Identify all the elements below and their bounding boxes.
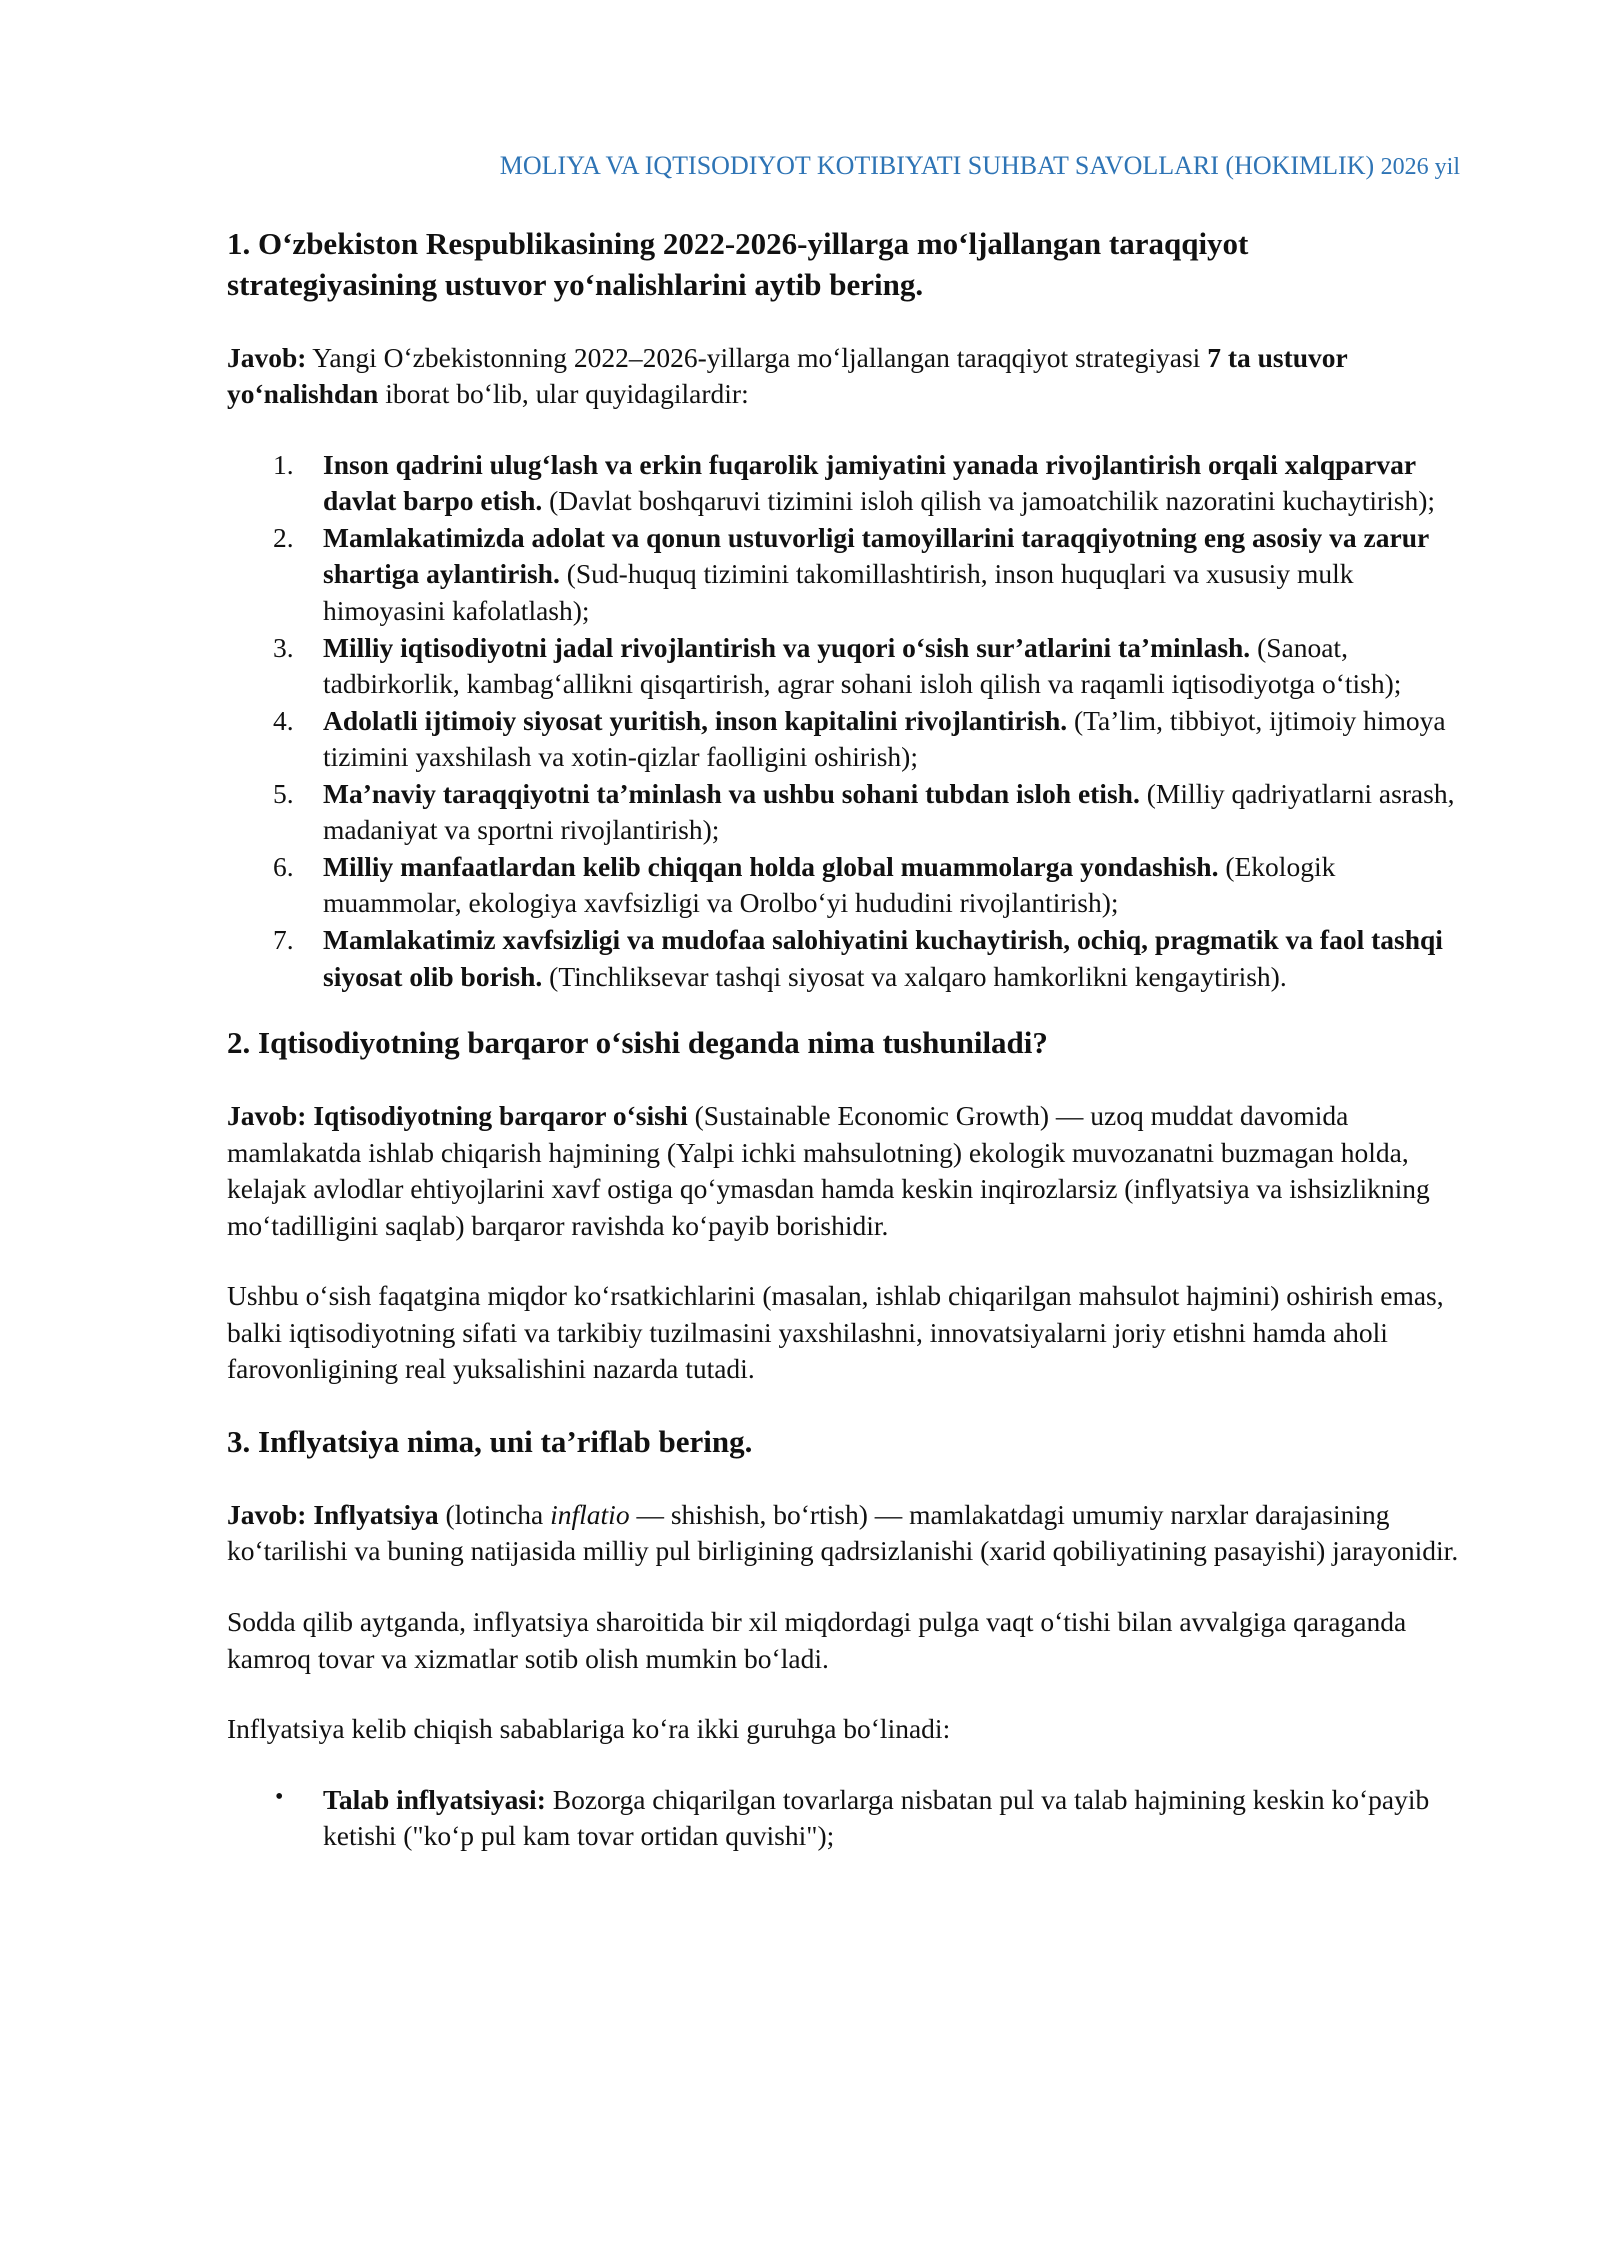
list-item-bold: Adolatli ijtimoiy siyosat yuritish, inson kapitalini rivojlantirish. [323, 704, 1068, 736]
list-item-text: (Davlat boshqaruvi tizimini isloh qilish va jamoatchilik nazoratini kuchaytirish); [542, 485, 1436, 517]
answer-bold: Javob: Iqtisodiyotning barqaror o‘sishi [227, 1100, 688, 1132]
question-3-paragraph-2: Sodda qilib aytganda, inflyatsiya sharoitida bir xil miqdordagi pulga vaqt o‘tishi bilan avvalgiga qaraganda kamroq tovar va xizmatlar sotib olish mumkin bo‘ladi. [227, 1606, 1407, 1674]
bullet-item [275, 1782, 1460, 1855]
priority-list [227, 447, 1460, 995]
question-3-answer [227, 1497, 1460, 1570]
list-item-text: (Ekologik muammolar, ekologiya xavfsizligi va Orolbo‘yi hududini rivojlantirish); [323, 850, 1336, 919]
list-item-bold: Mamlakatimiz xavfsizligi va mudofaa salohiyatini kuchaytirish, ochiq, pragmatik va faol tashqi siyosat olib borish. [323, 924, 1443, 992]
list-number: 2. [273, 521, 294, 553]
question-3-paragraph-3: Inflyatsiya kelib chiqish sabablariga ko‘ra ikki guruhga bo‘linadi: [227, 1713, 951, 1745]
question-1-heading: 1. O‘zbekiston Respublikasining 2022-2026-yillarga mo‘ljallangan taraqqiyot strategiyasining ustuvor yo‘nalishlarini aytib bering. [227, 225, 1249, 302]
list-number: 6. [273, 850, 294, 882]
list-number: 3. [273, 631, 294, 663]
list-item [273, 703, 1460, 776]
list-item-text: (Tinchliksevar tashqi siyosat va xalqaro hamkorlikni kengaytirish). [542, 960, 1287, 992]
list-number: 7. [273, 924, 294, 956]
answer-text: iborat bo‘lib, ular quyidagilardir: [378, 378, 749, 410]
question-2-paragraph: Ushbu o‘sish faqatgina miqdor ko‘rsatkichlarini (masalan, ishlab chiqarilgan mahsulot hajmini) oshirish emas, balki iqtisodiyotning sifati va tarkibiy tuzilmasini yaxshilashni, innovatsiyalarni joriy etishni hamda aholi farovonligining real yuksalishini nazarda tutadi. [227, 1280, 1444, 1385]
question-2-answer [227, 1098, 1460, 1244]
list-item [273, 849, 1460, 922]
list-item-text: (Sanoat, tadbirkorlik, kambag‘allikni qisqartirish, agrar sohani isloh qilish va raqamli iqtisodiyotga o‘tish); [323, 631, 1402, 700]
title-year: 2026 yil [1380, 154, 1460, 180]
list-item-text: (Milliy qadriyatlarni asrash, madaniyat va sportni rivojlantirish); [323, 777, 1455, 846]
list-item [273, 520, 1460, 630]
answer-text: (Sustainable Economic Growth) — uzoq muddat davomida mamlakatda ishlab chiqarish hajmining (Yalpi ichki mahsulotning) ekologik muvozanatni buzmagan holda, kelajak avlodlar ehtiyojlarini xavf ostiga qo‘ymasdan hamda keskin inqirozlarsiz (inflyatsiya va ishsizlikning mo‘tadilligini saqlab) barqaror ravishda ko‘payib borishidir. [227, 1100, 1430, 1241]
list-item [273, 447, 1460, 520]
bullet-icon: • [275, 1783, 284, 1810]
question-3-heading: 3. Inflyatsiya nima, uni ta’riflab bering. [227, 1424, 753, 1460]
list-item-bold: Milliy manfaatlardan kelib chiqqan holda global muammolarga yondashish. [323, 850, 1219, 882]
list-number: 5. [273, 777, 294, 809]
list-item [273, 922, 1460, 995]
answer-bold: Javob: Inflyatsiya [227, 1498, 439, 1530]
answer-italic: inflatio [550, 1498, 630, 1530]
answer-text: Yangi O‘zbekistonning 2022–2026-yillarga mo‘ljallangan taraqqiyot strategiyasi [306, 341, 1208, 373]
answer-text: (lotincha [438, 1498, 551, 1530]
answer-text: — shishish, bo‘rtish) — mamlakatdagi umumiy narxlar darajasining ko‘tarilishi va buning natijasida milliy pul birligining qadrsizlanishi (xarid qobiliyatining pasayishi) jarayonidir. [227, 1498, 1459, 1567]
title-text: MOLIYA VA IQTISODIYOT KOTIBIYATI SUHBAT SAVOLLARI (HOKIMLIK) [499, 151, 1375, 180]
bullet-bold: Talab inflyatsiyasi: [323, 1783, 546, 1815]
list-number: 4. [273, 704, 294, 736]
list-number: 1. [273, 448, 294, 480]
list-item [273, 630, 1460, 703]
list-item-bold: Inson qadrini ulug‘lash va erkin fuqarolik jamiyatini yanada rivojlantirish orqali xalqparvar davlat barpo etish. [323, 448, 1416, 517]
bullet-text: Bozorga chiqarilgan tovarlarga nisbatan pul va talab hajmining keskin ko‘payib ketishi ("ko‘p pul kam tovar ortidan quvishi"); [323, 1783, 1430, 1852]
question-2-heading: 2. Iqtisodiyotning barqaror o‘sishi deganda nima tushuniladi? [227, 1025, 1048, 1061]
list-item-text: (Ta’lim, tibbiyot, ijtimoiy himoya tizimini yaxshilash va xotin-qizlar faolligini oshirish); [323, 704, 1446, 773]
list-item [273, 776, 1460, 849]
list-item-text: (Sud-huquq tizimini takomillashtirish, inson huquqlari va xususiy mulk himoyasini kafolatlash); [323, 558, 1354, 626]
document-title [227, 150, 1460, 182]
list-item-bold: Ma’naviy taraqqiyotni ta’minlash va ushbu sohani tubdan isloh etish. [323, 777, 1140, 809]
list-item-bold: Milliy iqtisodiyotni jadal rivojlantirish va yuqori o‘sish sur’atlarini ta’minlash. [323, 631, 1251, 663]
inflation-types-list [227, 1782, 1460, 1855]
question-1-answer [227, 340, 1460, 413]
answer-bold: 7 ta ustuvor yo‘nalishdan [227, 341, 1348, 410]
list-item-bold: Mamlakatimizda adolat va qonun ustuvorligi tamoyillarini taraqqiyotning eng asosiy va zarur shartiga aylantirish. [323, 521, 1429, 590]
answer-label: Javob: [227, 341, 307, 373]
